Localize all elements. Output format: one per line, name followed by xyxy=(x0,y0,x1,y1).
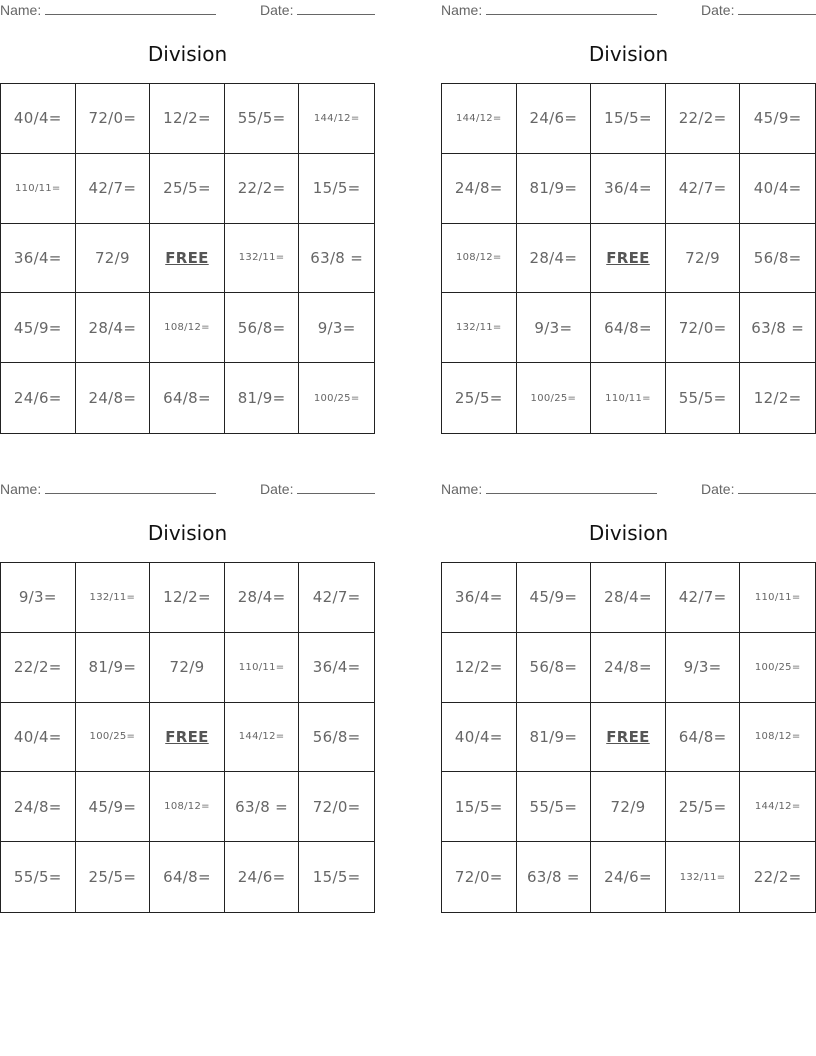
problem-cell: 64/8= xyxy=(150,842,225,912)
problem-cell: 40/4= xyxy=(442,703,517,773)
problem-cell: 63/8 = xyxy=(299,224,374,294)
problem-cell: 15/5= xyxy=(591,84,666,154)
problem-cell: 100/25= xyxy=(76,703,151,773)
problem-cell: 45/9= xyxy=(517,563,592,633)
problem-cell: 24/8= xyxy=(76,363,151,433)
card-header xyxy=(441,481,816,499)
problem-cell: 24/8= xyxy=(1,772,76,842)
problem-cell: 24/6= xyxy=(591,842,666,912)
problem-cell: 100/25= xyxy=(313,392,360,404)
date-field xyxy=(701,2,816,18)
problem-cell: 12/2= xyxy=(150,84,225,154)
problem-cell: 144/12= xyxy=(442,84,517,154)
problem-cell: 72/0= xyxy=(442,842,517,912)
problem-cell: 56/8= xyxy=(225,293,300,363)
name-field xyxy=(441,481,657,497)
bingo-card-4 xyxy=(441,479,816,919)
bingo-grid xyxy=(441,562,816,913)
free-space: FREE xyxy=(591,703,666,773)
date-line xyxy=(297,2,375,15)
problem-cell: 55/5= xyxy=(1,842,76,912)
name-field xyxy=(441,2,657,18)
problem-cell: 56/8= xyxy=(299,703,374,773)
name-line xyxy=(486,481,657,494)
problem-cell: 110/11= xyxy=(1,154,76,224)
problem-cell: 55/5= xyxy=(225,84,300,154)
problem-cell: 108/12= xyxy=(740,703,815,773)
bingo-grid xyxy=(441,83,816,434)
name-field xyxy=(0,2,216,18)
problem-cell: 132/11= xyxy=(225,224,300,294)
bingo-grid xyxy=(0,562,375,913)
card-title: Division xyxy=(588,42,669,66)
problem-cell: 25/5= xyxy=(666,772,741,842)
problem-cell: 144/12= xyxy=(299,84,374,154)
problem-cell: 36/4= xyxy=(1,224,76,294)
date-label: Date: xyxy=(701,2,735,18)
problem-cell: 36/4= xyxy=(591,154,666,224)
free-space: FREE xyxy=(150,703,225,773)
problem-cell: 25/5= xyxy=(150,154,225,224)
problem-cell: 24/6= xyxy=(1,363,76,433)
name-line xyxy=(486,2,657,15)
date-field xyxy=(701,481,816,497)
problem-cell: 15/5= xyxy=(299,154,374,224)
problem-cell: 55/5= xyxy=(517,772,592,842)
problem-cell: 22/2= xyxy=(225,154,300,224)
problem-cell: 81/9= xyxy=(517,703,592,773)
date-line xyxy=(738,481,816,494)
date-line xyxy=(738,2,816,15)
problem-cell: 28/4= xyxy=(76,293,151,363)
name-line xyxy=(45,481,216,494)
problem-cell: 132/11= xyxy=(442,293,517,363)
problem-cell: 9/3= xyxy=(517,293,592,363)
problem-cell: 108/12= xyxy=(442,224,517,294)
problem-cell: 12/2= xyxy=(753,389,802,408)
problem-cell: 64/8= xyxy=(591,293,666,363)
card-title: Division xyxy=(147,42,228,66)
problem-cell: 36/4= xyxy=(442,563,517,633)
problem-cell: 40/4= xyxy=(1,84,76,154)
problem-cell: 110/11= xyxy=(740,563,815,633)
problem-cell: 72/9 xyxy=(666,224,741,294)
problem-cell: 25/5= xyxy=(442,363,517,433)
problem-cell: 28/4= xyxy=(591,563,666,633)
problem-cell: 15/5= xyxy=(442,772,517,842)
problem-cell: 108/12= xyxy=(150,293,225,363)
name-label: Name: xyxy=(0,2,42,18)
problem-cell: 36/4= xyxy=(299,633,374,703)
date-label: Date: xyxy=(701,481,735,497)
problem-cell: 45/9= xyxy=(740,84,815,154)
problem-cell: 64/8= xyxy=(150,363,225,433)
date-label: Date: xyxy=(260,2,294,18)
problem-cell: 63/8 = xyxy=(740,293,815,363)
name-label: Name: xyxy=(0,481,42,497)
problem-cell: 72/9 xyxy=(76,224,151,294)
problem-cell: 81/9= xyxy=(225,363,300,433)
problem-cell: 42/7= xyxy=(666,563,741,633)
problem-cell: 72/9 xyxy=(591,772,666,842)
problem-cell: 22/2= xyxy=(753,868,802,887)
problem-cell: 42/7= xyxy=(76,154,151,224)
problem-cell: 55/5= xyxy=(666,363,741,433)
problem-cell: 22/2= xyxy=(1,633,76,703)
problem-cell: 40/4= xyxy=(1,703,76,773)
card-header xyxy=(0,481,375,499)
date-label: Date: xyxy=(260,481,294,497)
problem-cell: 108/12= xyxy=(150,772,225,842)
date-line xyxy=(297,481,375,494)
bingo-card-3 xyxy=(0,479,375,919)
problem-cell: 63/8 = xyxy=(225,772,300,842)
problem-cell: 24/6= xyxy=(225,842,300,912)
bingo-grid xyxy=(0,83,375,434)
problem-cell: 9/3= xyxy=(299,293,374,363)
problem-cell: 72/0= xyxy=(76,84,151,154)
problem-cell: 24/8= xyxy=(591,633,666,703)
problem-cell: 25/5= xyxy=(76,842,151,912)
problem-cell: 81/9= xyxy=(76,633,151,703)
problem-cell: 15/5= xyxy=(312,868,361,887)
card-title: Division xyxy=(147,521,228,545)
problem-cell: 45/9= xyxy=(76,772,151,842)
bingo-card-2 xyxy=(441,0,816,440)
problem-cell: 12/2= xyxy=(150,563,225,633)
problem-cell: 56/8= xyxy=(740,224,815,294)
problem-cell: 9/3= xyxy=(1,563,76,633)
name-label: Name: xyxy=(441,481,483,497)
problem-cell: 12/2= xyxy=(442,633,517,703)
card-header xyxy=(441,2,816,20)
problem-cell: 110/11= xyxy=(591,363,666,433)
free-space: FREE xyxy=(591,224,666,294)
problem-cell: 45/9= xyxy=(1,293,76,363)
name-field xyxy=(0,481,216,497)
problem-cell: 24/6= xyxy=(517,84,592,154)
problem-cell: 72/0= xyxy=(666,293,741,363)
card-header xyxy=(0,2,375,20)
problem-cell: 64/8= xyxy=(666,703,741,773)
date-field xyxy=(260,2,375,18)
date-field xyxy=(260,481,375,497)
problem-cell: 110/11= xyxy=(225,633,300,703)
problem-cell: 144/12= xyxy=(740,772,815,842)
card-title: Division xyxy=(588,521,669,545)
problem-cell: 42/7= xyxy=(666,154,741,224)
problem-cell: 100/25= xyxy=(740,633,815,703)
problem-cell: 40/4= xyxy=(740,154,815,224)
problem-cell: 24/8= xyxy=(442,154,517,224)
problem-cell: 28/4= xyxy=(517,224,592,294)
problem-cell: 22/2= xyxy=(666,84,741,154)
name-label: Name: xyxy=(441,2,483,18)
problem-cell: 42/7= xyxy=(299,563,374,633)
name-line xyxy=(45,2,216,15)
problem-cell: 9/3= xyxy=(666,633,741,703)
problem-cell: 100/25= xyxy=(517,363,592,433)
problem-cell: 132/11= xyxy=(666,842,741,912)
problem-cell: 56/8= xyxy=(517,633,592,703)
problem-cell: 132/11= xyxy=(76,563,151,633)
free-space: FREE xyxy=(150,224,225,294)
problem-cell: 72/0= xyxy=(299,772,374,842)
problem-cell: 144/12= xyxy=(225,703,300,773)
problem-cell: 81/9= xyxy=(517,154,592,224)
problem-cell: 28/4= xyxy=(225,563,300,633)
problem-cell: 63/8 = xyxy=(517,842,592,912)
problem-cell: 72/9 xyxy=(150,633,225,703)
bingo-card-1 xyxy=(0,0,375,440)
